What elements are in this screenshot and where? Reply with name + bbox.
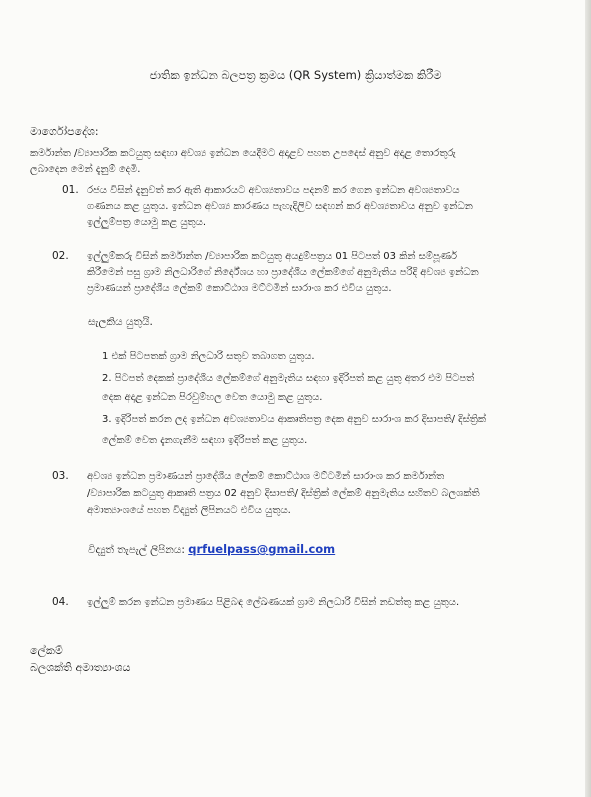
item-03-line-3: අමාත්‍යාංශයේ පහත විද්‍යුත් ලිපිනයට එවිය යුතුය. bbox=[87, 505, 291, 516]
item-02-line-2: කිරීමෙන් පසු ග්‍රාම නිලධාරිගේ නිර්දේශය හා ප්‍රාදේශීය ලේකම්ගේ අනුමැතිය පරිදි අවශ්‍ය ඉන්ධන bbox=[87, 267, 479, 278]
item-04-line-1: ඉල්ලුම් කරන ඉන්ධන ප්‍රමාණය පිළිබඳ ලේඛණයක් ග්‍රාම නිලධාරි විසින් නඩත්තු කළ යුතුය. bbox=[87, 597, 460, 608]
email-link[interactable]: qrfuelpass@gmail.com bbox=[188, 542, 336, 556]
subpoint-3-line-2: ලේකම් වෙත දැනගැනීම සඳහා ඉදිරිපත් කළ යුතුය. bbox=[102, 435, 308, 446]
item-02-line-1: ඉල්ලුම්කරු විසින් කර්මාන්ත /ව්‍යාපාරික කටයුතු අයදුම්පත්‍රය 01 පිටපත් 03 කින් සම්පූර්ණ bbox=[87, 251, 458, 262]
note-heading: සැලකිය යුතුයි. bbox=[88, 316, 153, 328]
guidance-heading: මාර්ගෝපදේශ: bbox=[30, 125, 99, 138]
subpoint-2-line-1: 2. පිටපත් දෙකක් ප්‍රාදේශීය ලේකම්ගේ අනුමැතිය සඳහා ඉදිරිපත් කළ යුතු අතර එම පිටපත් bbox=[102, 373, 475, 384]
item-number-02: 02. bbox=[52, 250, 69, 262]
signature-ministry: බලශක්ති අමාත්‍යාංශය bbox=[30, 661, 131, 674]
signature-title: ලේකම් bbox=[30, 644, 63, 657]
page-edge-shadow bbox=[585, 0, 591, 797]
item-01-line-3: ඉල්ලුම්පත්‍ර යොමු කළ යුතුය. bbox=[87, 217, 207, 228]
item-01-line-1: රජය විසින් දැනුවත් කර ඇති ආකාරයට අවශ්‍යතාවය පදනම් කර ගෙන ඉන්ධන අවශ්‍යතාවය bbox=[87, 185, 460, 196]
subpoint-2-line-2: දෙක අදාළ ඉන්ධන පිරවුම්හල වෙත යොමු කළ යුතුය. bbox=[102, 392, 323, 403]
intro-line-2: ලබාදෙන මෙන් දැනුම් දෙමි. bbox=[30, 164, 141, 175]
document-title: ජාතික ඉන්ධන බලපත්‍ර ක්‍රමය (QR System) ක්‍රියාත්මක කිරීම bbox=[149, 68, 442, 82]
subpoint-1-line-1: 1 එක් පිටපතක් ග්‍රාම නිලධාරි සතුව තබාගත යුතුය. bbox=[102, 351, 315, 362]
item-number-04: 04. bbox=[52, 596, 69, 608]
item-number-01: 01. bbox=[62, 184, 79, 196]
item-number-03: 03. bbox=[52, 470, 69, 482]
item-03-line-2: /ව්‍යාපාරික කටයුතු ආකෘති පත්‍රය 02 අනුව දිසාපති/ දිස්ත්‍රික් ලේකම් අනුමැතිය සහිතව බලශක්ති bbox=[87, 488, 480, 499]
intro-line-1: කර්මාන්ත /ව්‍යාපාරික කටයුතු සඳහා අවශ්‍ය ඉන්ධන යෙදීමට අදාළව පහත උපදෙස් අනුව අදාළ තොරතුරු bbox=[30, 148, 456, 159]
item-03-line-1: අවශ්‍ය ඉන්ධන ප්‍රමාණයන් ප්‍රාදේශීය ලේකම් කොට්ඨාශ මට්ටමින් සාරාංශ කර කර්මාන්ත bbox=[87, 471, 445, 482]
email-label: විද්‍යුත් තැපැල් ලිපිනය: bbox=[88, 544, 185, 556]
item-01-line-2: ගණනය කළ යුතුය. ඉන්ධන අවශ්‍ය කාරණය පැහැදිලිව සඳහන් කර අවශ්‍යතාවය අනුව ඉන්ධන bbox=[87, 201, 473, 212]
email-row bbox=[88, 543, 335, 557]
subpoint-3-line-1: 3. ඉදිරිපත් කරන ලද ඉන්ධන අවශ්‍යතාවය ආකෘතිපත්‍ර දෙක අනුව සාරාංශ කර දිසාපති/ දිස්ත්‍රික් bbox=[102, 414, 487, 425]
item-02-line-3: ප්‍රමාණයන් ප්‍රාදේශීය ලේකම් කොට්ඨාශ මට්ටමින් සාරාංශ කර එවිය යුතුය. bbox=[87, 283, 392, 294]
